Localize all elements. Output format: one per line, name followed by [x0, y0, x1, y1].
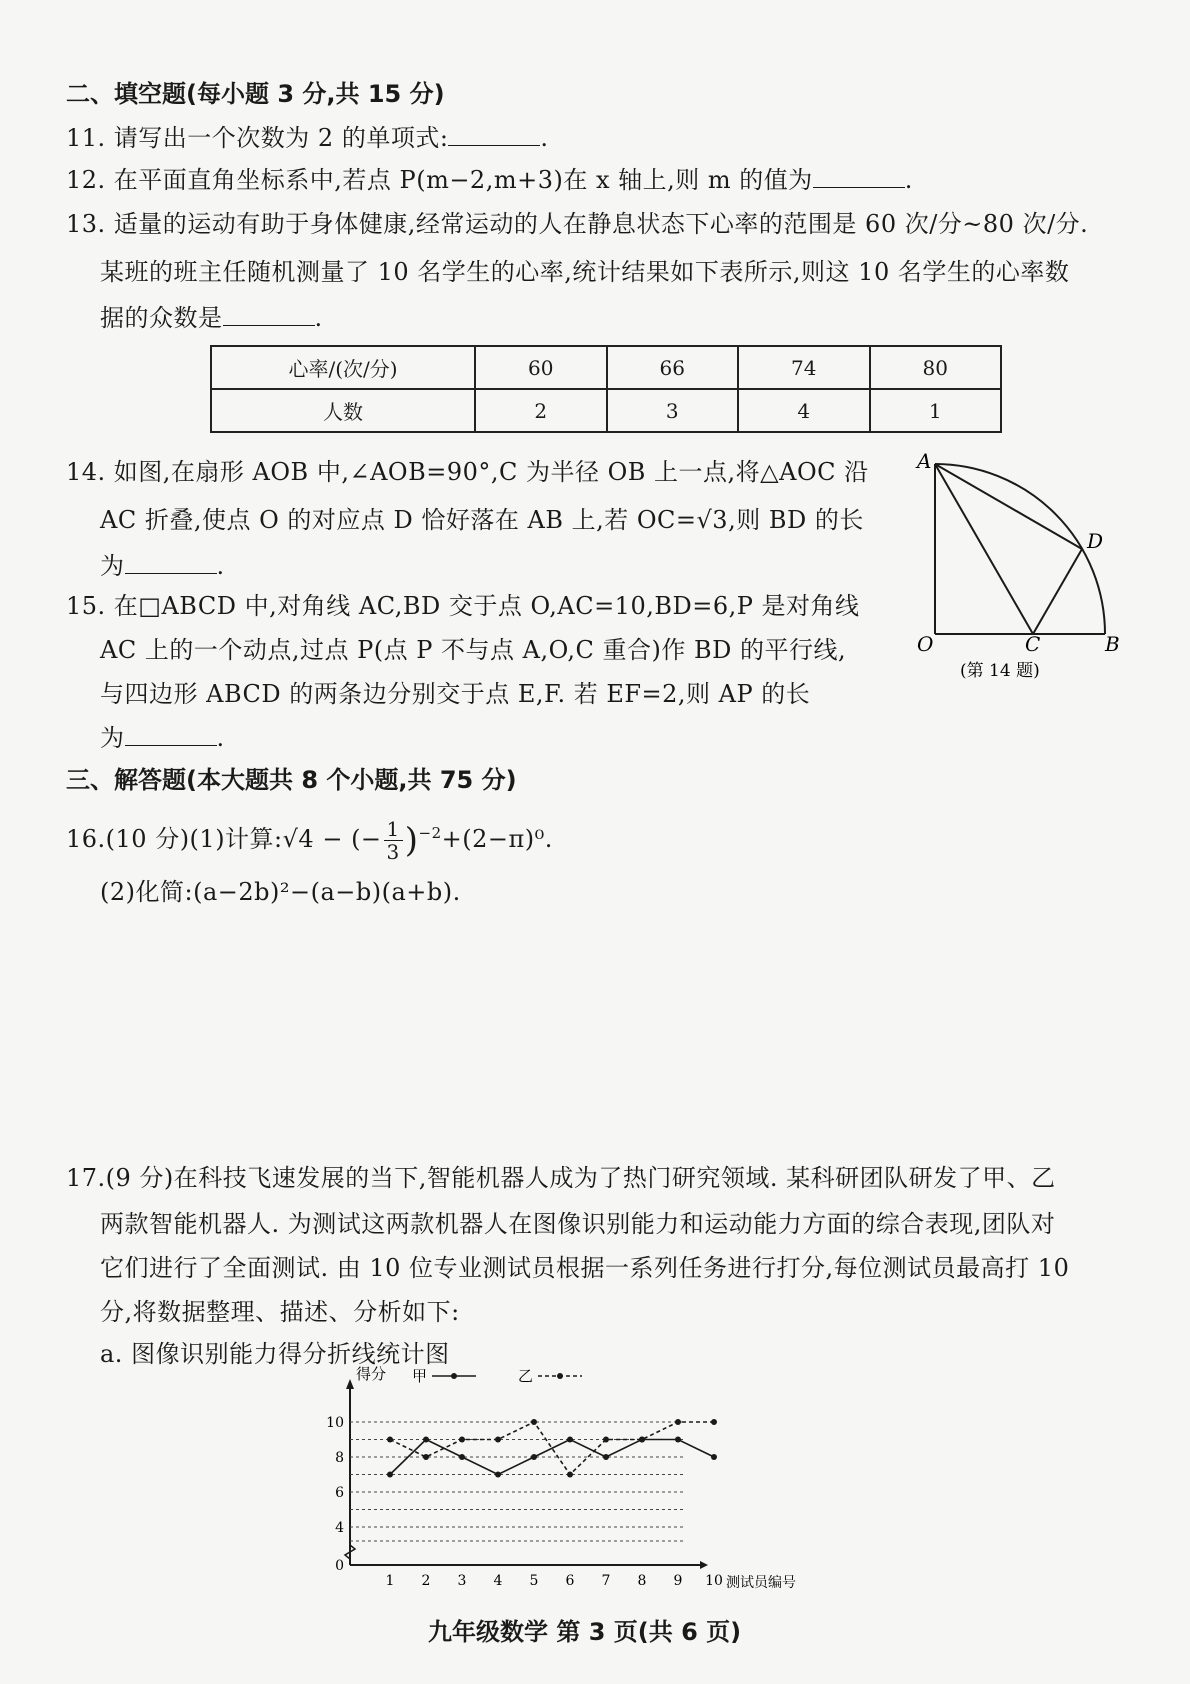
table-cell: 80	[870, 346, 1002, 389]
data-point	[675, 1437, 681, 1443]
segment-dc	[1033, 549, 1082, 634]
answer-blank[interactable]	[223, 305, 315, 326]
question-12-text: 12. 在平面直角坐标系中,若点 P(m−2,m+3)在 x 轴上,则 m 的值为	[66, 166, 813, 194]
data-point	[567, 1472, 573, 1478]
label-o: O	[917, 632, 934, 656]
label-b: B	[1105, 632, 1120, 656]
section-title-fill-blank: 二、填空题(每小题 3 分,共 15 分)	[66, 80, 445, 108]
question-16-text: 16.(10 分)(1)计算:√4 − (−	[66, 825, 382, 853]
score-line-chart	[320, 1365, 840, 1590]
table-cell: 4	[738, 389, 870, 432]
x-tick-label: 6	[565, 1573, 575, 1589]
period: .	[540, 124, 549, 152]
data-point	[387, 1437, 393, 1443]
data-point	[603, 1454, 609, 1460]
question-15-line3: 与四边形 ABCD 的两条边分别交于点 E,F. 若 EF=2,则 AP 的长	[100, 680, 811, 708]
answer-blank[interactable]	[125, 553, 217, 574]
question-17-line4: 分,将数据整理、描述、分析如下:	[100, 1298, 460, 1326]
answer-blank[interactable]	[813, 167, 905, 188]
label-c: C	[1025, 632, 1041, 656]
legend-label: 乙	[518, 1367, 534, 1385]
y-tick-label: 6	[335, 1485, 344, 1501]
data-point	[531, 1419, 537, 1425]
data-point	[423, 1454, 429, 1460]
period: .	[216, 552, 225, 580]
question-14-line1: 14. 如图,在扇形 AOB 中,∠AOB=90°,C 为半径 OB 上一点,将△AOC 沿	[66, 458, 869, 486]
legend-label: 甲	[412, 1367, 428, 1385]
period: .	[216, 724, 225, 752]
data-point	[459, 1454, 465, 1460]
period: .	[314, 304, 323, 332]
data-point	[495, 1437, 501, 1443]
question-17-line1: 17.(9 分)在科技飞速发展的当下,智能机器人成为了热门研究领域. 某科研团队研发了甲、乙	[66, 1164, 1056, 1192]
period: .	[904, 166, 913, 194]
x-tick-label: 5	[529, 1573, 539, 1589]
data-point	[567, 1437, 573, 1443]
data-point	[711, 1454, 717, 1460]
question-14-line2: AC 折叠,使点 O 的对应点 D 恰好落在 AB 上,若 OC=√3,则 BD 的长	[100, 506, 864, 534]
question-17-line3: 它们进行了全面测试. 由 10 位专业测试员根据一系列任务进行打分,每位测试员最高打 10	[100, 1254, 1070, 1282]
answer-blank[interactable]	[125, 725, 217, 746]
data-point	[459, 1437, 465, 1443]
question-11-text: 11. 请写出一个次数为 2 的单项式:	[66, 124, 449, 152]
table-cell: 74	[738, 346, 870, 389]
data-point	[531, 1454, 537, 1460]
question-14-line3	[100, 546, 225, 581]
question-12	[66, 160, 913, 195]
question-15-line2: AC 上的一个动点,过点 P(点 P 不与点 A,O,C 重合)作 BD 的平行线,	[100, 636, 847, 664]
legend-marker	[451, 1373, 457, 1379]
y-tick-label: 8	[335, 1450, 344, 1466]
question-13-line1: 13. 适量的运动有助于身体健康,经常运动的人在静息状态下心率的范围是 60 次/分~80 次/分.	[66, 210, 1089, 238]
x-tick-label: 2	[421, 1573, 431, 1589]
question-13-line3	[100, 298, 323, 333]
exponent: −2	[418, 824, 442, 842]
x-axis-arrow	[700, 1561, 708, 1569]
data-point	[675, 1419, 681, 1425]
label-d: D	[1087, 529, 1104, 553]
x-tick-label: 1	[385, 1573, 395, 1589]
sector-figure	[905, 450, 1120, 680]
y-tick-label: 4	[335, 1520, 344, 1536]
y-tick-label: 10	[326, 1415, 344, 1431]
table-cell: 60	[475, 346, 607, 389]
question-17-line2: 两款智能机器人. 为测试这两款机器人在图像识别能力和运动能力方面的综合表现,团队对	[100, 1210, 1056, 1238]
heart-rate-table	[210, 345, 1002, 433]
table-cell-header: 人数	[211, 389, 475, 432]
question-16-text-end: +(2−π)⁰.	[441, 825, 553, 853]
data-point	[603, 1437, 609, 1443]
data-point	[423, 1437, 429, 1443]
legend-marker	[557, 1373, 563, 1379]
data-point	[495, 1472, 501, 1478]
question-15-line4	[100, 718, 225, 753]
question-15-text: 为	[100, 724, 125, 752]
x-tick-label: 10	[705, 1573, 723, 1589]
question-11	[66, 118, 549, 153]
fraction	[384, 818, 403, 863]
table-cell: 3	[607, 389, 739, 432]
figure-caption: (第 14 题)	[960, 661, 1040, 680]
arc-ab	[935, 464, 1105, 634]
fraction-denominator: 3	[386, 840, 400, 864]
question-17-sub-a: a. 图像识别能力得分折线统计图	[100, 1340, 450, 1368]
y-tick-label: 0	[335, 1558, 344, 1574]
right-paren: )	[404, 820, 419, 861]
fraction-numerator: 1	[384, 818, 403, 841]
segment-ac	[935, 464, 1033, 634]
question-13-line2: 某班的班主任随机测量了 10 名学生的心率,统计结果如下表所示,则这 10 名学生的心率数	[100, 258, 1070, 286]
y-axis-arrow	[346, 1379, 354, 1389]
table-cell-header: 心率/(次/分)	[211, 346, 475, 389]
y-axis-label: 得分	[356, 1365, 387, 1383]
data-point	[387, 1472, 393, 1478]
x-tick-label: 3	[457, 1573, 467, 1589]
table-cell: 2	[475, 389, 607, 432]
series-line-jia	[390, 1440, 714, 1475]
table-cell: 66	[607, 346, 739, 389]
x-tick-label: 8	[637, 1573, 647, 1589]
table-row	[211, 389, 1001, 432]
section-title-solution: 三、解答题(本大题共 8 个小题,共 75 分)	[66, 766, 517, 794]
x-tick-label: 9	[673, 1573, 683, 1589]
question-16-part2: (2)化简:(a−2b)²−(a−b)(a+b).	[100, 878, 461, 906]
x-tick-label: 4	[493, 1573, 503, 1589]
table-cell: 1	[870, 389, 1002, 432]
x-tick-label: 7	[601, 1573, 611, 1589]
table-row	[211, 346, 1001, 389]
answer-blank[interactable]	[448, 125, 540, 146]
data-point	[711, 1419, 717, 1425]
x-axis-label: 测试员编号	[726, 1575, 796, 1590]
data-point	[639, 1437, 645, 1443]
question-15-line1: 15. 在□ABCD 中,对角线 AC,BD 交于点 O,AC=10,BD=6,P 是对角线	[66, 592, 860, 620]
page-footer: 九年级数学 第 3 页(共 6 页)	[428, 1618, 742, 1646]
question-13-text: 据的众数是	[100, 304, 223, 332]
segment-ad	[935, 464, 1082, 549]
question-16-part1	[66, 818, 553, 863]
label-a: A	[917, 450, 932, 473]
question-14-text: 为	[100, 552, 125, 580]
